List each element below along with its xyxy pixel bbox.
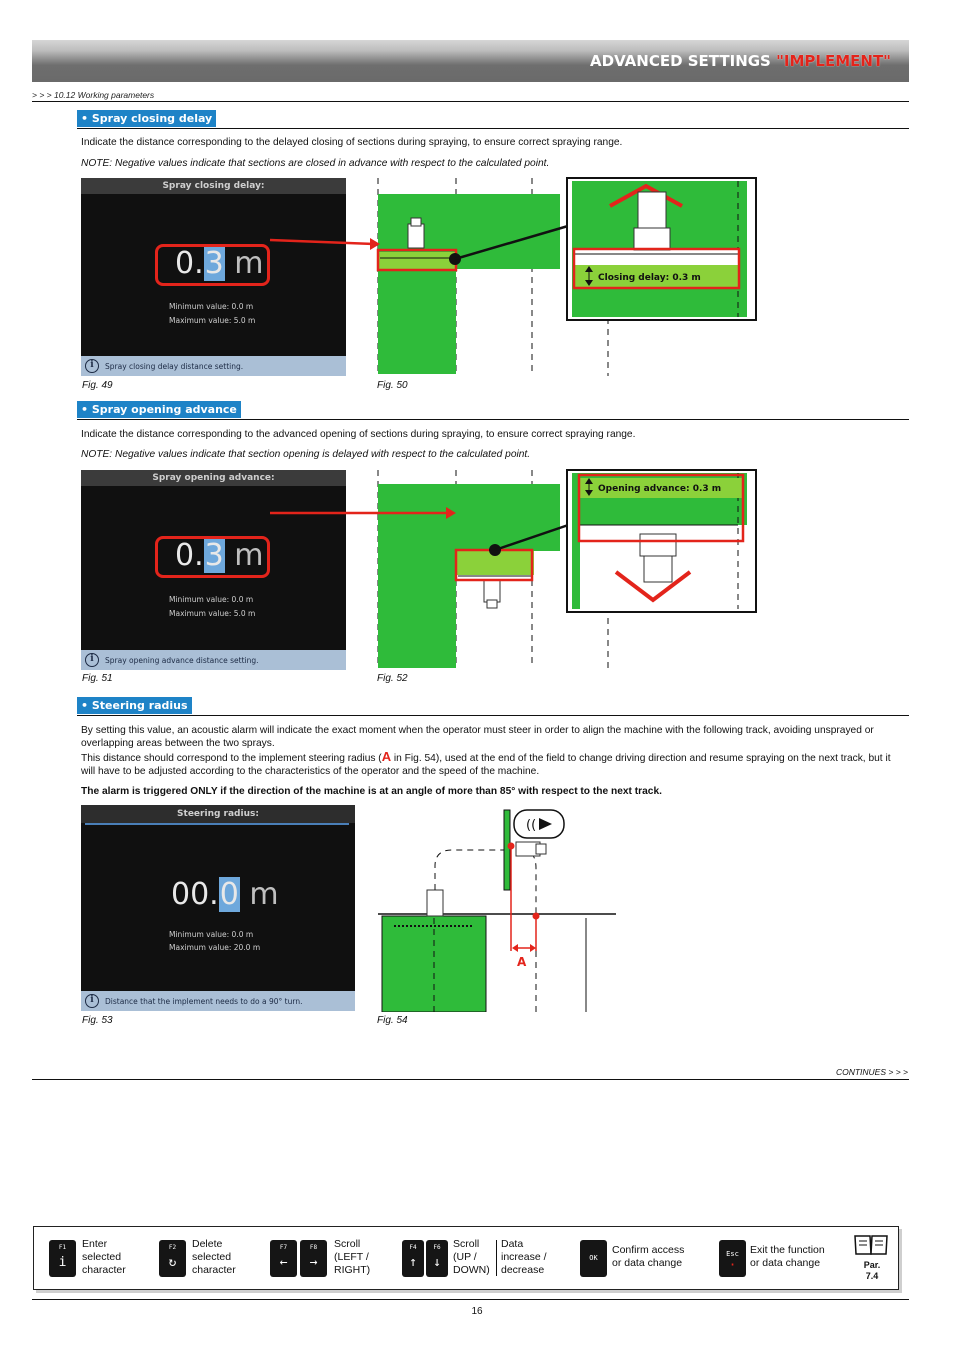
note: NOTE: Negative values indicate that sections are closed in advance with respect to the calculated point. bbox=[81, 158, 550, 169]
manual-ref: Par. 7.4 bbox=[863, 1260, 881, 1281]
value-display: 0.3 m bbox=[175, 538, 264, 573]
max-value: Maximum value: 5.0 m bbox=[169, 316, 256, 325]
section-tag-opening: • Spray opening advance bbox=[77, 401, 241, 418]
section-rule bbox=[77, 715, 909, 716]
key-desc: Enter selected character bbox=[82, 1238, 126, 1277]
warning-bold: The alarm is triggered ONLY if the direction of the machine is at an angle of more than 85° with respect to the next track. bbox=[81, 786, 662, 797]
radius-label: A bbox=[517, 955, 527, 969]
screen-steering-radius bbox=[81, 805, 355, 1011]
ok-key-icon: OK bbox=[580, 1240, 607, 1277]
key-desc: Scroll (LEFT / RIGHT) bbox=[334, 1238, 371, 1277]
page-number: 16 bbox=[471, 1306, 483, 1317]
min-value: Minimum value: 0.0 m bbox=[169, 595, 254, 604]
info-text: Spray opening advance distance setting. bbox=[105, 656, 259, 665]
footer-rule bbox=[32, 1299, 909, 1300]
figure-caption: Fig. 49 bbox=[82, 380, 113, 391]
key-desc: Scroll (UP / DOWN) bbox=[453, 1238, 490, 1277]
screen-title: Spray closing delay: bbox=[162, 181, 265, 191]
callout-closing: Closing delay: 0.3 m bbox=[598, 273, 701, 283]
note: NOTE: Negative values indicate that section opening is delayed with respect to the calculated point. bbox=[81, 449, 531, 460]
value-display: 0.3 m bbox=[175, 246, 264, 281]
f4-key-icon: F4 ↑ bbox=[402, 1240, 424, 1277]
manual-book-icon bbox=[853, 1232, 889, 1258]
page-title-main: ADVANCED SETTINGS bbox=[590, 52, 777, 70]
info-icon: i bbox=[85, 359, 99, 373]
f6-key-icon: F6 ↓ bbox=[426, 1240, 448, 1277]
page-title bbox=[590, 52, 891, 70]
value-cursor[interactable]: 0 bbox=[219, 877, 239, 912]
key-desc: Delete selected character bbox=[192, 1238, 236, 1277]
value-highlight-box bbox=[155, 536, 270, 578]
svg-text:((: (( bbox=[526, 818, 537, 833]
f1-key-icon: F1 i bbox=[49, 1240, 76, 1277]
figure-caption: Fig. 51 bbox=[82, 673, 113, 684]
value-highlight-box bbox=[155, 244, 270, 286]
value-cursor[interactable]: 3 bbox=[204, 538, 224, 573]
f2-key-icon: F2 ↻ bbox=[159, 1240, 186, 1277]
section-tag-steering: • Steering radius bbox=[77, 697, 192, 714]
paragraph: Indicate the distance corresponding to the delayed closing of sections during spraying, to ensure correct spraying range. bbox=[81, 137, 623, 148]
figure-caption: Fig. 54 bbox=[377, 1015, 408, 1026]
key-desc: Confirm access or data change bbox=[612, 1244, 685, 1270]
diagram-closing-delay bbox=[268, 176, 760, 381]
max-value: Maximum value: 20.0 m bbox=[169, 943, 261, 952]
value-cursor[interactable]: 3 bbox=[204, 246, 224, 281]
diagram-steering-radius bbox=[376, 806, 626, 1012]
min-value: Minimum value: 0.0 m bbox=[169, 930, 254, 939]
figure-caption: Fig. 50 bbox=[377, 380, 408, 391]
paragraph: Indicate the distance corresponding to the advanced opening of sections during spraying, to ensure correct spraying range. bbox=[81, 429, 636, 440]
info-text: Distance that the implement needs to do a 90° turn. bbox=[105, 997, 303, 1006]
breadcrumb: > > > 10.12 Working parameters bbox=[32, 90, 155, 100]
key-legend bbox=[33, 1226, 899, 1290]
screen-title: Steering radius: bbox=[177, 809, 259, 819]
callout-opening: Opening advance: 0.3 m bbox=[598, 484, 722, 494]
info-icon: i bbox=[85, 653, 99, 667]
f8-key-icon: F8 → bbox=[300, 1240, 327, 1277]
esc-key-icon: Esc · bbox=[719, 1240, 746, 1277]
paragraph: By setting this value, an acoustic alarm will indicate the exact moment when the operator must steer in order to align the machine with the following track, avoiding unsprayed or overlapping areas between the two sprays. bbox=[81, 725, 874, 750]
section-rule bbox=[77, 128, 909, 129]
section-rule bbox=[77, 419, 909, 420]
max-value: Maximum value: 5.0 m bbox=[169, 609, 256, 618]
value-display: 00.0 m bbox=[171, 877, 279, 912]
header-rule bbox=[32, 101, 909, 102]
footer-rule bbox=[32, 1079, 909, 1080]
paragraph: This distance should correspond to the implement steering radius (A in Fig. 54), used at the end of the field to change driving direction and resume spraying on the next track, but it will have to be adjusted according to the characteristics of the operator and the speed of the machine. bbox=[81, 749, 891, 778]
page-header-band bbox=[32, 40, 909, 82]
f7-key-icon: F7 ← bbox=[270, 1240, 297, 1277]
screen-title: Spray opening advance: bbox=[152, 473, 275, 483]
letter-a: A bbox=[381, 749, 392, 764]
info-bar bbox=[81, 991, 355, 1011]
info-icon: i bbox=[85, 994, 99, 1008]
diagram-opening-advance bbox=[268, 468, 760, 673]
figure-caption: Fig. 53 bbox=[82, 1015, 113, 1026]
key-desc: Exit the function or data change bbox=[750, 1244, 825, 1270]
page-title-accent: "IMPLEMENT" bbox=[776, 52, 891, 70]
figure-caption: Fig. 52 bbox=[377, 673, 408, 684]
continues-label: CONTINUES > > > bbox=[835, 1067, 908, 1077]
key-desc: Data increase / decrease bbox=[501, 1238, 547, 1277]
section-tag-closing: • Spray closing delay bbox=[77, 110, 216, 127]
min-value: Minimum value: 0.0 m bbox=[169, 302, 254, 311]
info-text: Spray closing delay distance setting. bbox=[105, 362, 244, 371]
